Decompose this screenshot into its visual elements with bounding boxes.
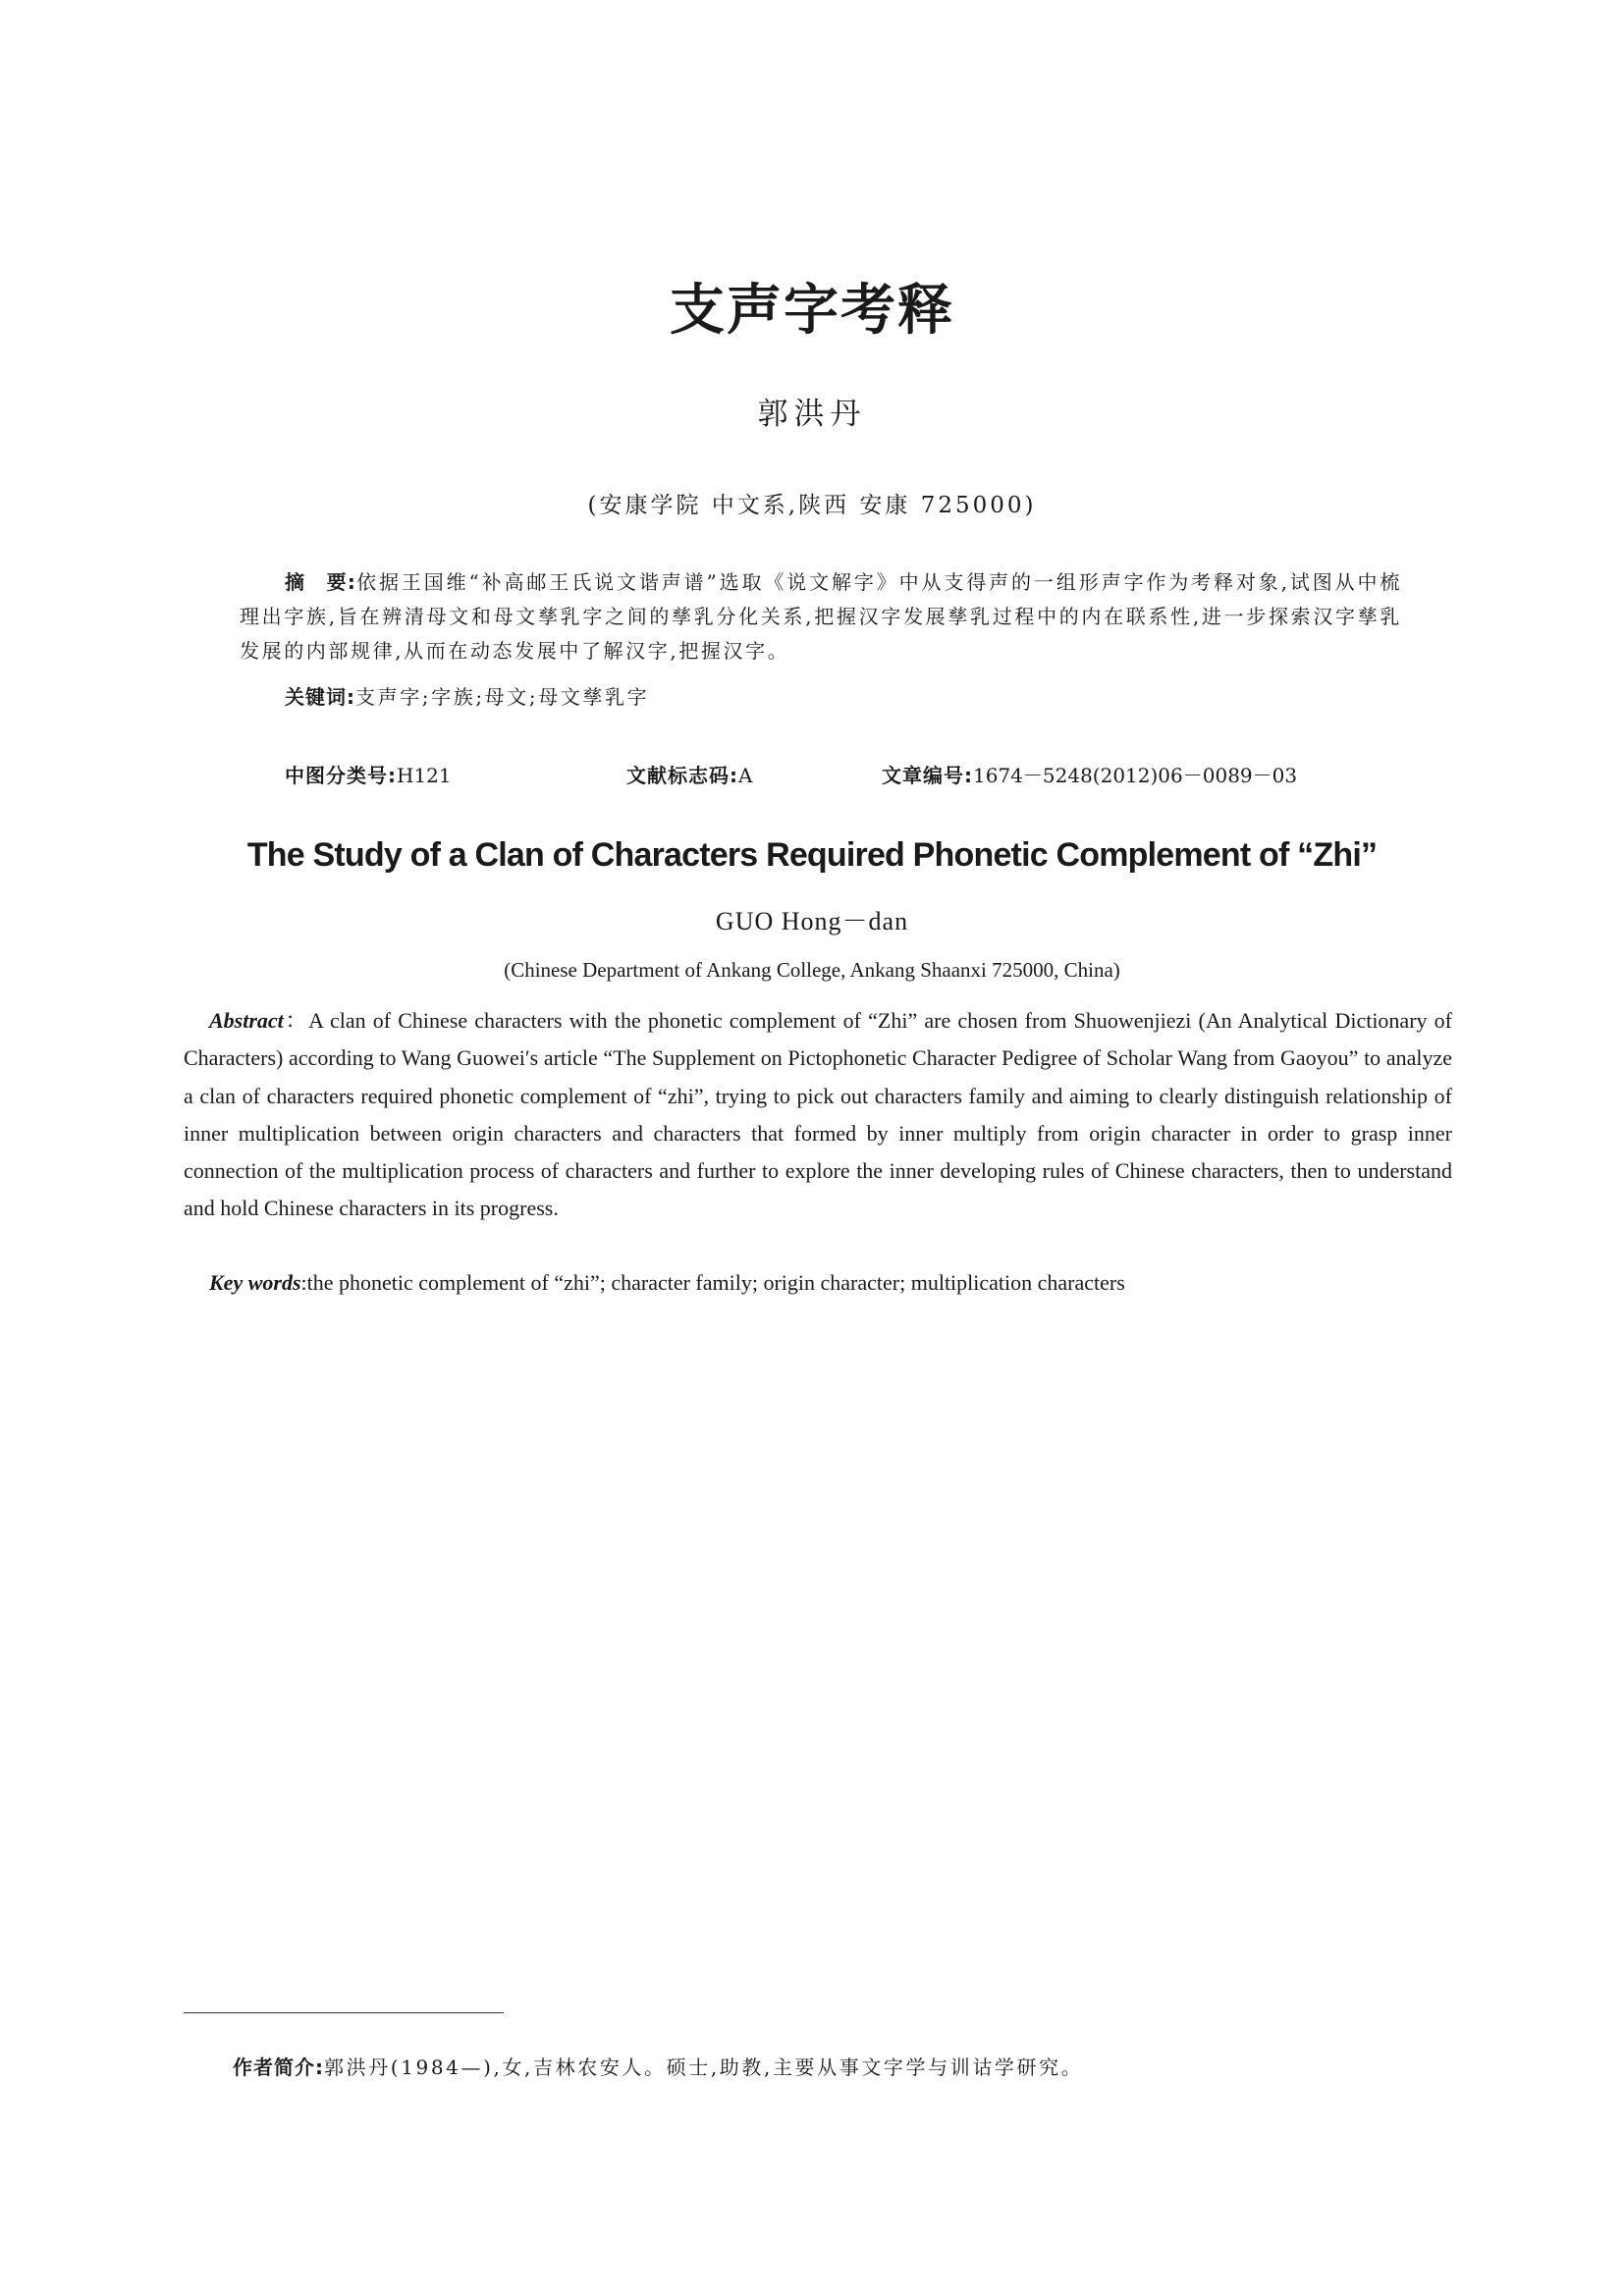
document-code-label: 文献标志码: — [626, 764, 738, 787]
english-author: GUO Hong－dan — [715, 907, 909, 935]
footnote-label: 作者简介: — [233, 2056, 324, 2079]
classification-meta — [285, 760, 1414, 799]
footnote-divider — [184, 2012, 504, 2013]
article-number — [882, 760, 1297, 788]
footnote-text: 郭洪丹(1984—),女,吉林农安人。硕士,助教,主要从事文字学与训诂学研究。 — [324, 2056, 1084, 2079]
chinese-abstract — [240, 565, 1402, 668]
english-abstract-text: A clan of Chinese characters with the phonetic complement of “Zhi” are chosen from Shuowenjiezi (An Analytical Dictionary of Characters) according to Wang Guowei′s article “The Supplement on Pictophonetic Character Pedigree of Scholar Wang from Gaoyou” to analyze a clan of characters required phonetic complement of “zhi”, trying to pick out characters family and aiming to clearly distinguish relationship of inner multiplication between origin characters and characters that formed by inner multiply from origin character in order to grasp inner connection of the multiplication process of characters and further to explore the inner developing rules of Chinese characters, then to understand and hold Chinese characters in its progress. — [184, 1008, 1452, 1221]
chinese-abstract-text: 依据王国维“补高邮王氏说文谐声谱”选取《说文解字》中从支得声的一组形声字作为考释对象,试图从中梳理出字族,旨在辨清母文和母文孳乳字之间的孳乳分化关系,把握汉字发展孳乳过程中的内在联系性,进一步探索汉字孳乳发展的内部规律,从而在动态发展中了解汉字,把握汉字。 — [240, 570, 1403, 663]
chinese-keywords — [285, 681, 649, 710]
english-keywords — [184, 1264, 1452, 1302]
document-code — [626, 760, 752, 788]
english-title: The Study of a Clan of Characters Required Phonetic Complement of “Zhi” — [246, 836, 1378, 874]
chinese-keywords-label: 关键词: — [285, 685, 355, 709]
author-footnote — [233, 2052, 1411, 2080]
english-keywords-label: Key words — [209, 1270, 301, 1295]
article-number-label: 文章编号: — [882, 764, 973, 787]
clc-value: H121 — [397, 764, 452, 787]
chinese-keywords-text: 支声字;字族;母文;母文孳乳字 — [355, 685, 650, 709]
document-code-value: A — [738, 764, 753, 787]
english-abstract-colon: ： — [283, 1008, 309, 1033]
english-keywords-text: the phonetic complement of “zhi”; character family; origin character; multiplication characters — [306, 1270, 1125, 1295]
clc-label: 中图分类号: — [285, 764, 397, 787]
english-abstract — [184, 1002, 1452, 1228]
english-affiliation: (Chinese Department of Ankang College, Ankang Shaanxi 725000, China) — [504, 958, 1120, 982]
english-abstract-label: Abstract — [209, 1008, 284, 1033]
chinese-author: 郭洪丹 — [757, 397, 867, 432]
chinese-abstract-label: 摘 要: — [285, 570, 356, 594]
clc-number — [285, 760, 452, 788]
chinese-title: 支声字考释 — [670, 279, 954, 343]
chinese-affiliation: (安康学院 中文系,陕西 安康 725000) — [587, 493, 1037, 518]
english-keywords-colon: : — [300, 1270, 307, 1295]
article-number-value: 1674－5248(2012)06－0089－03 — [973, 764, 1298, 787]
